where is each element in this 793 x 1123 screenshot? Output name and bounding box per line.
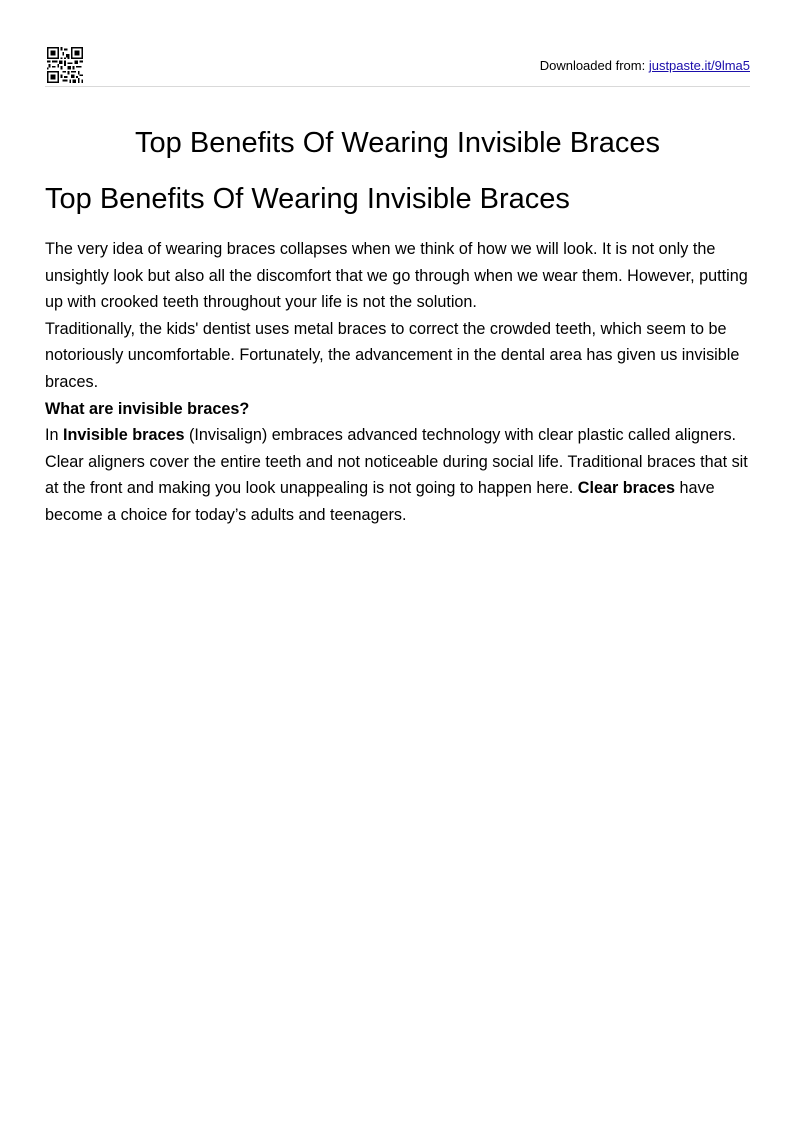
qr-code-icon xyxy=(47,47,83,83)
subheading-text: What are invisible braces? xyxy=(45,399,250,418)
paragraph-invisible-braces xyxy=(45,422,750,528)
p3-text-1: In xyxy=(45,426,63,445)
page-header xyxy=(45,46,750,87)
page xyxy=(45,46,750,524)
p3-text-2: (Invisalign) embraces advanced technology with clear plastic called aligners. Clear aligners cover the entire teeth and not noticeable during social life. Traditional braces that sit at the front and making you look unappealing is not going to happen here. xyxy=(45,426,748,498)
document-title: Top Benefits Of Wearing Invisible Braces xyxy=(135,127,660,159)
article-heading: Top Benefits Of Wearing Invisible Braces xyxy=(45,183,570,215)
p3-bold-clear-braces: Clear braces xyxy=(577,479,675,498)
article-body xyxy=(45,236,750,529)
subheading xyxy=(45,396,750,423)
download-prefix: Downloaded from: xyxy=(539,58,649,73)
p3-text-3: have become a choice for today’s adults and teenagers. xyxy=(45,479,715,524)
source-link[interactable]: justpaste.it/9lma5 xyxy=(648,58,750,73)
download-source xyxy=(540,58,750,73)
p3-bold-invisible-braces: Invisible braces xyxy=(63,426,185,445)
paragraph-intro: The very idea of wearing braces collapses when we think of how we will look. It is not only the unsightly look but also all the discomfort that we go through when we wear them. However, putting up with crooked teeth throughout your life is not the solution. xyxy=(45,240,748,312)
paragraph-traditional: Traditionally, the kids' dentist uses metal braces to correct the crowded teeth, which seem to be notoriously uncomfortable. Fortunately, the advancement in the dental area has given us invisible braces. xyxy=(45,319,740,391)
